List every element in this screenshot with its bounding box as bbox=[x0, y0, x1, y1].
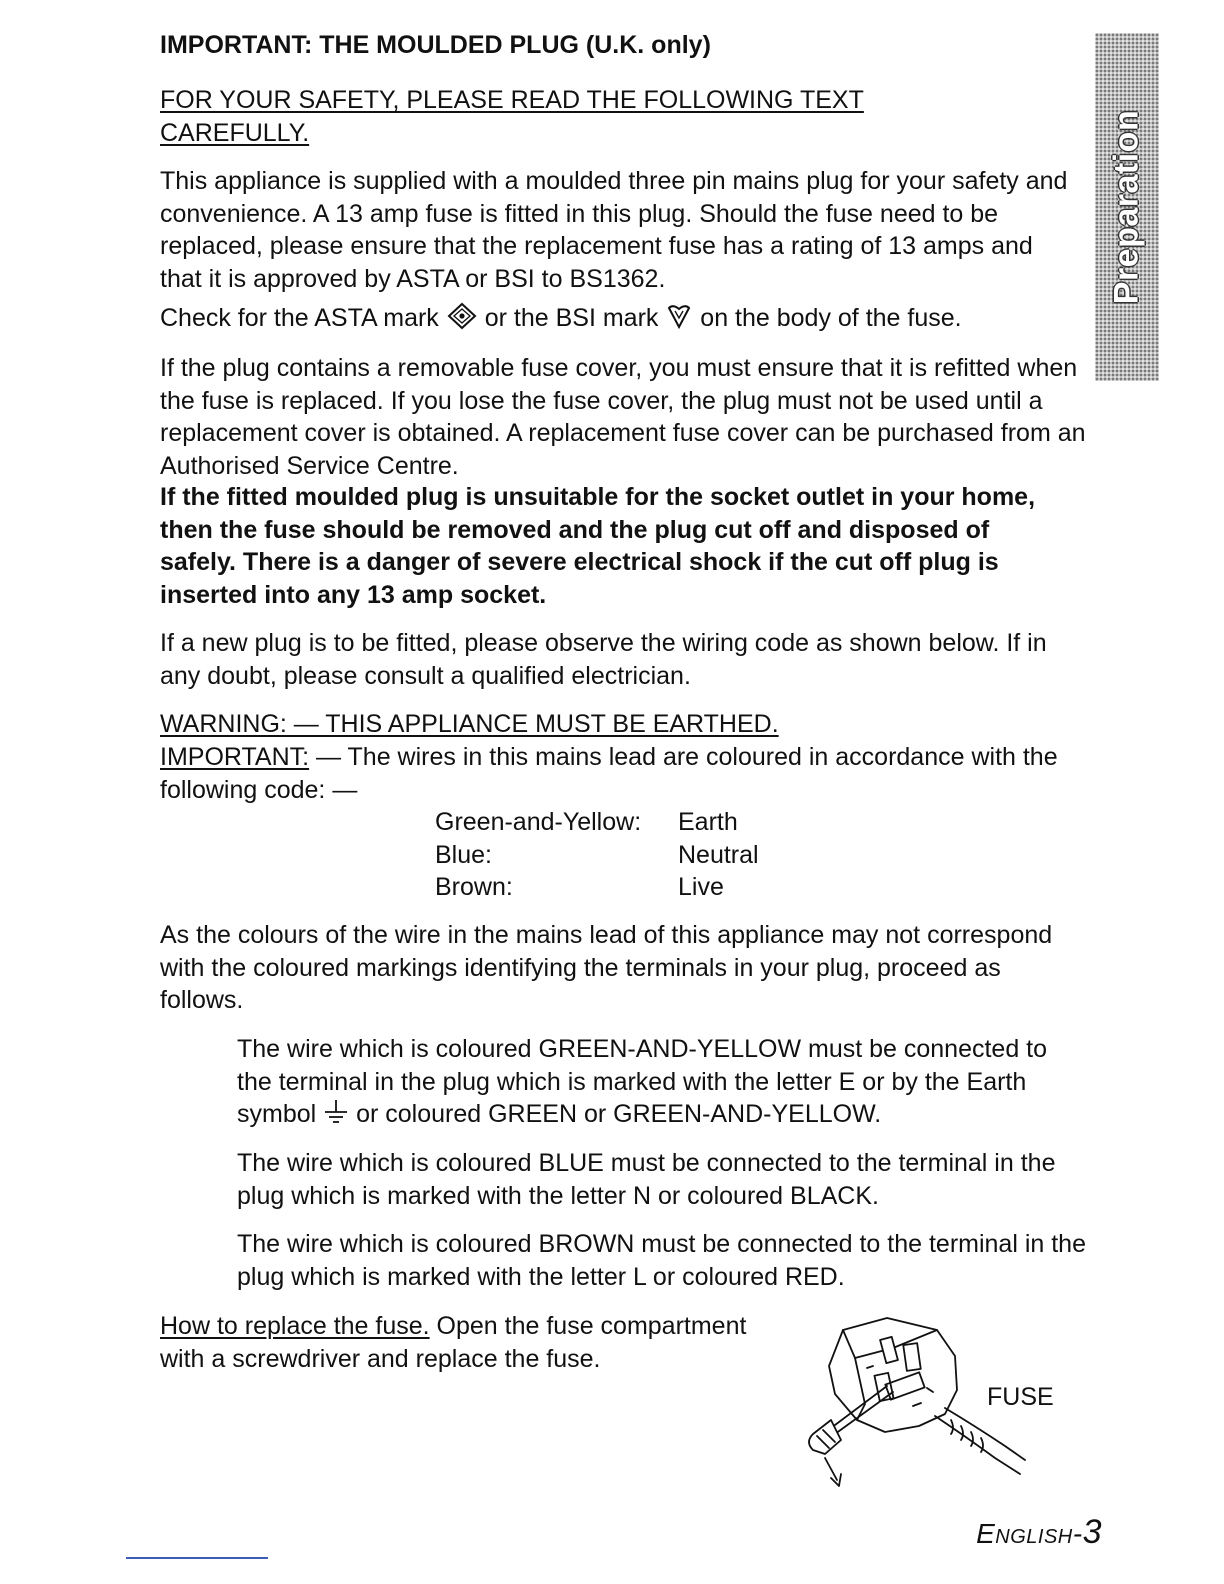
wire-colour: Brown: bbox=[435, 873, 513, 901]
check-line-part2: or the BSI mark bbox=[484, 304, 659, 332]
earth-symbol-icon bbox=[323, 1098, 349, 1135]
important-label: IMPORTANT: bbox=[160, 743, 310, 771]
brown-instruction: The wire which is coloured BROWN must be connected to the terminal in the plug which is marked with the letter L or coloured RED. bbox=[237, 1230, 1086, 1291]
paragraph-fuse-rating: This appliance is supplied with a moulded three pin mains plug for your safety and convenience. A 13 amp fuse is fitted in this plug. Should the fuse need to be replaced, please ensure that the replacement fuse has a rating of 13 amps and that it is approved by ASTA or BSI to BS1362. bbox=[160, 167, 1068, 293]
fuse-howto-text: Open the fuse compartment with a screwdriver and replace the fuse. bbox=[160, 1312, 747, 1373]
bottom-rule bbox=[126, 1557, 268, 1559]
footer-page-number: 3 bbox=[1082, 1513, 1102, 1551]
fuse-replace-instruction bbox=[160, 1310, 750, 1375]
paragraph-fuse-cover: If the plug contains a removable fuse cover, you must ensure that it is refitted when the fuse is replaced. If you lose the fuse cover, the plug must not be used until a replacement cover is obtained. A replacement fuse cover can be purchased from an Authorised Service Centre. bbox=[160, 354, 1086, 480]
wire-meaning: Live bbox=[678, 873, 724, 901]
important-text: — The wires in this mains lead are coloured in accordance with the following code: — bbox=[160, 743, 1058, 804]
earth-warning: WARNING: — THIS APPLIANCE MUST BE EARTHED. bbox=[160, 710, 779, 738]
wire-colour: Blue: bbox=[435, 840, 492, 869]
asta-mark-icon bbox=[446, 302, 478, 339]
paragraph-proceed: As the colours of the wire in the mains lead of this appliance may not correspond with the coloured markings identifying the terminals in your plug, proceed as follows. bbox=[160, 921, 1053, 1014]
fuse-label: FUSE bbox=[987, 1383, 1054, 1411]
green-instruction-part1: The wire which is coloured GREEN-AND-YELLOW must be connected to the terminal in the plug which is marked with the letter E or by the Earth symbol bbox=[237, 1035, 1048, 1128]
check-marks-line bbox=[160, 302, 1080, 339]
wire-code-table bbox=[435, 806, 759, 904]
section-tab bbox=[1095, 33, 1159, 381]
check-line-part3: on the body of the fuse. bbox=[700, 304, 962, 332]
section-tab-label: Preparation bbox=[1107, 109, 1146, 305]
wire-meaning: Neutral bbox=[678, 840, 759, 869]
paragraph-danger-warning: If the fitted moulded plug is unsuitable for the socket outlet in your home, then the fuse should be removed and the plug cut off and disposed of safely. There is a danger of severe electrical shock if the cut off plug is inserted into any 13 amp socket. bbox=[160, 483, 1036, 609]
green-instruction-part2: or coloured GREEN or GREEN-AND-YELLOW. bbox=[356, 1100, 882, 1128]
wire-colour-intro bbox=[160, 741, 1060, 806]
paragraph-new-plug: If a new plug is to be fitted, please observe the wiring code as shown below. If in any doubt, please consult a qualified electrician. bbox=[160, 629, 1047, 690]
page-heading: IMPORTANT: THE MOULDED PLUG (U.K. only) bbox=[160, 31, 711, 59]
check-line-part1: Check for the ASTA mark bbox=[160, 304, 439, 332]
wire-meaning: Earth bbox=[678, 808, 738, 836]
page-footer bbox=[976, 1513, 1102, 1552]
wire-code-row bbox=[435, 806, 759, 839]
wire-code-row bbox=[435, 871, 759, 904]
safety-heading: FOR YOUR SAFETY, PLEASE READ THE FOLLOWING TEXT CAREFULLY. bbox=[160, 86, 864, 147]
wire-colour: Green-and-Yellow: bbox=[435, 808, 642, 836]
wire-code-row bbox=[435, 839, 759, 872]
blue-instruction: The wire which is coloured BLUE must be connected to the terminal in the plug which is marked with the letter N or coloured BLACK. bbox=[237, 1149, 1056, 1210]
bsi-kitemark-icon bbox=[665, 302, 693, 339]
footer-language: English- bbox=[976, 1518, 1083, 1549]
fuse-howto-label: How to replace the fuse. bbox=[160, 1312, 430, 1340]
green-yellow-instruction bbox=[237, 1033, 1087, 1135]
